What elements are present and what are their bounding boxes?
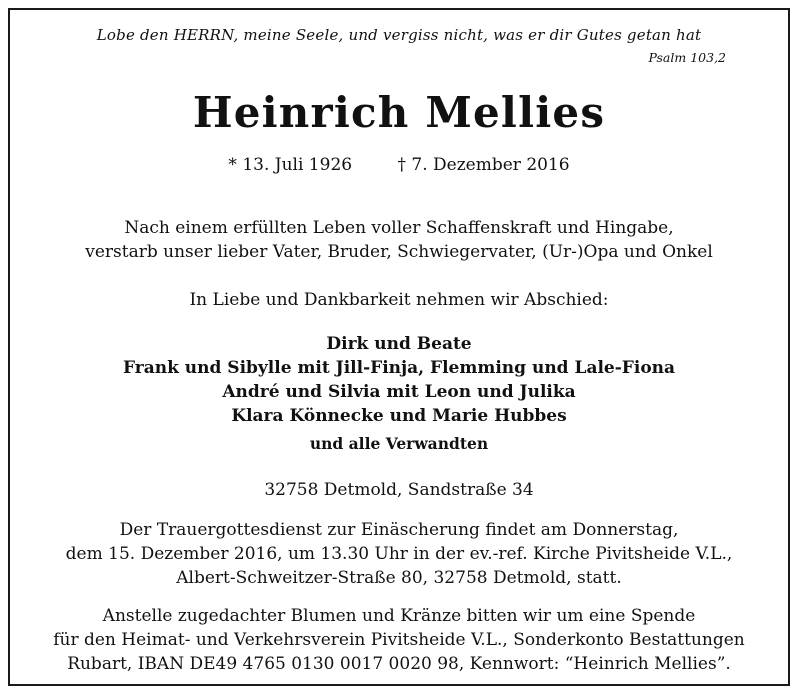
bible-verse-text: Lobe den HERRN, meine Seele, und vergiss nicht, was er dir Gutes getan hat: [96, 26, 702, 44]
family-line: Frank und Sibylle mit Jill-Finja, Flemming und Lale-Fiona: [122, 358, 676, 378]
intro-line: Nach einem erfüllten Leben voller Schaffenskraft und Hingabe,: [124, 218, 674, 238]
family-list: [10, 332, 788, 428]
family-line: André und Silvia mit Leon und Julika: [222, 382, 576, 402]
life-dates: [10, 155, 788, 175]
family-line: Klara Könnecke und Marie Hubbes: [231, 406, 567, 426]
deceased-name: Heinrich Mellies: [192, 88, 606, 137]
donation-line: für den Heimat- und Verkehrsverein Pivitsheide V.L., Sonderkonto Bestattungen: [53, 630, 745, 650]
bible-verse: [10, 26, 788, 44]
farewell-text: [10, 288, 788, 312]
donation-request: [10, 604, 788, 676]
donation-line: Anstelle zugedachter Blumen und Kränze bitten wir um eine Spende: [102, 606, 696, 626]
obituary-notice: [8, 8, 790, 686]
donation-line: Rubart, IBAN DE49 4765 0130 0017 0020 98, Kennwort: “Heinrich Mellies”.: [67, 654, 731, 674]
farewell-line: In Liebe und Dankbarkeit nehmen wir Abschied:: [189, 290, 609, 310]
address-line: 32758 Detmold, Sandstraße 34: [264, 480, 534, 500]
family-address: [10, 478, 788, 502]
death-date: † 7. Dezember 2016: [397, 155, 570, 175]
service-details: [10, 518, 788, 590]
intro-text: [10, 216, 788, 264]
birth-date: * 13. Juli 1926: [228, 155, 353, 175]
bible-verse-reference: Psalm 103,2: [648, 50, 726, 65]
intro-line: verstarb unser lieber Vater, Bruder, Schwiegervater, (Ur-)Opa und Onkel: [85, 242, 713, 262]
family-line: Dirk und Beate: [326, 334, 472, 354]
service-line: Der Trauergottesdienst zur Einäscherung findet am Donnerstag,: [119, 520, 679, 540]
relatives-text: [10, 432, 788, 456]
relatives-line: und alle Verwandten: [309, 434, 489, 453]
service-line: Albert-Schweitzer-Straße 80, 32758 Detmold, statt.: [176, 568, 622, 588]
service-line: dem 15. Dezember 2016, um 13.30 Uhr in der ev.-ref. Kirche Pivitsheide V.L.,: [65, 544, 733, 564]
